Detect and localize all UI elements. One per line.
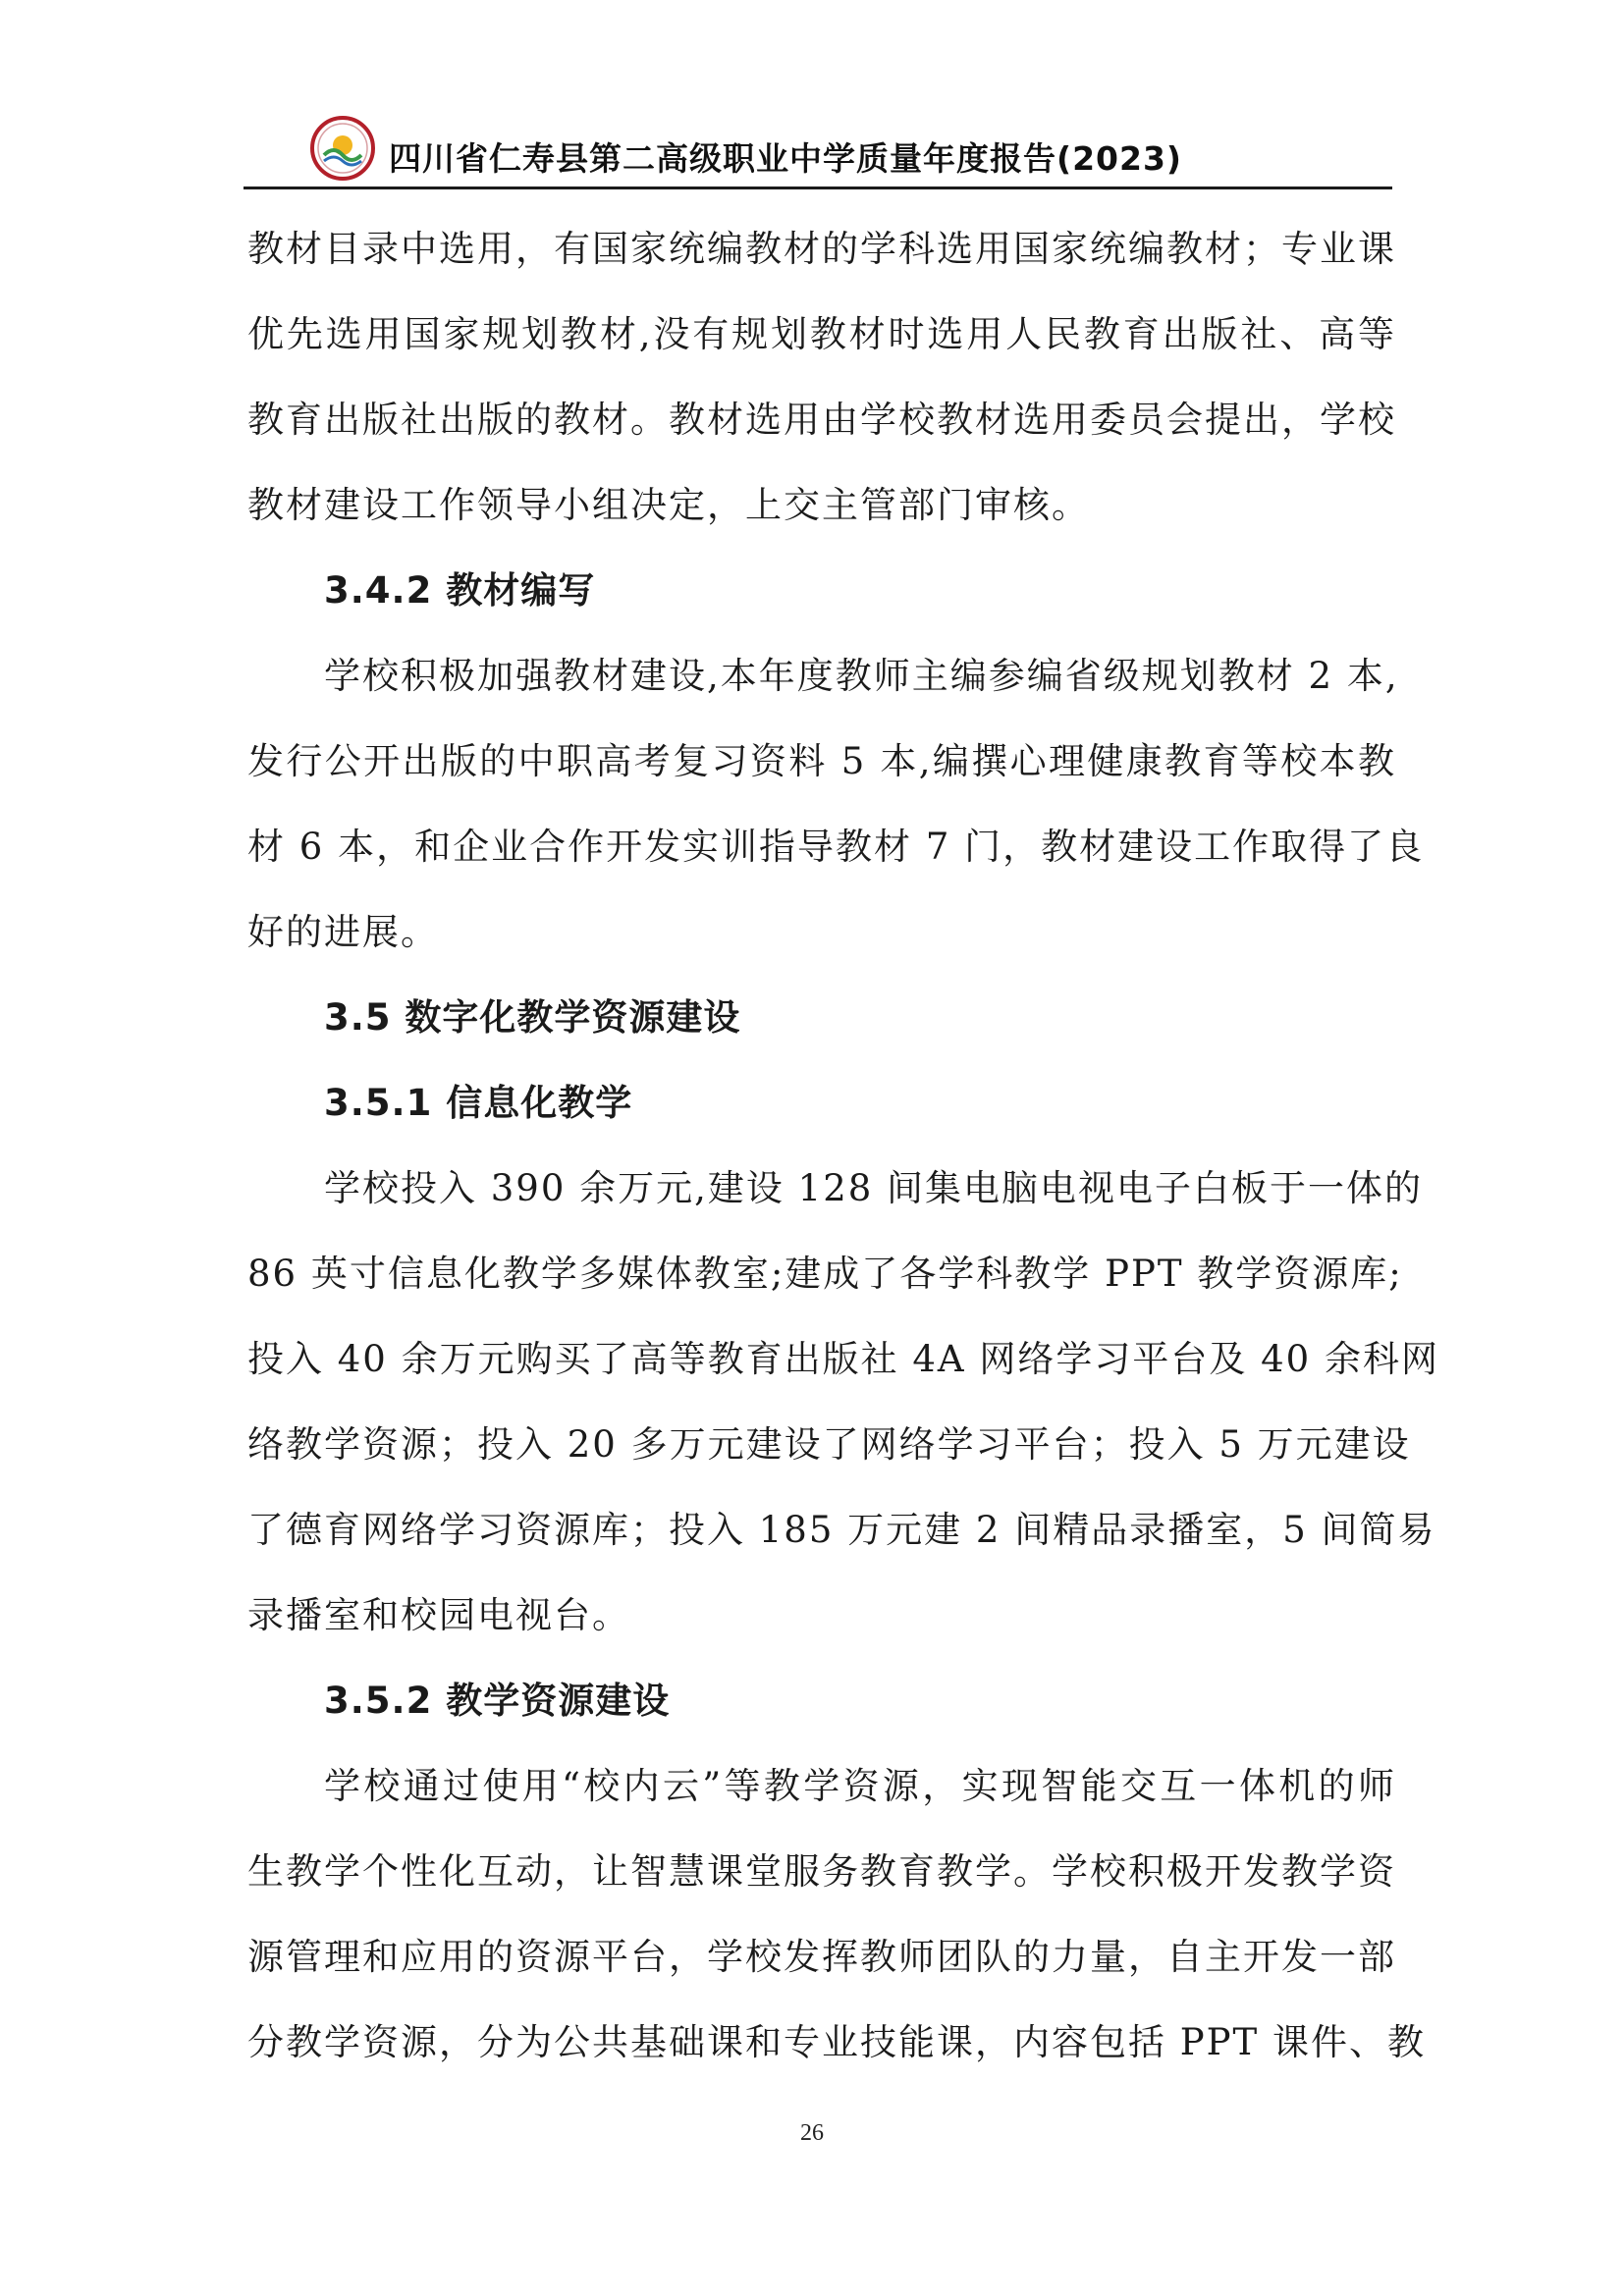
section-heading-3-4-2: 3.4.2 教材编写	[324, 569, 596, 612]
text-line: 教育出版社出版的教材。教材选用由学校教材选用委员会提出，学校	[247, 399, 1396, 441]
paragraph-teaching-resources	[247, 1743, 1426, 2085]
section-heading-3-5-2: 3.5.2 教学资源建设	[324, 1680, 671, 1722]
section-heading-3-5-1: 3.5.1 信息化教学	[324, 1082, 633, 1124]
paragraph-textbook-writing	[247, 633, 1425, 975]
text-line: 学校积极加强教材建设,本年度教师主编参编省级规划教材 2 本,	[324, 655, 1399, 697]
school-logo-icon	[310, 116, 375, 181]
text-line: 教材建设工作领导小组决定，上交主管部门审核。	[247, 484, 1090, 526]
text-line: 录播室和校园电视台。	[247, 1594, 630, 1636]
text-line: 86 英寸信息化教学多媒体教室;建成了各学科教学 PPT 教学资源库;	[247, 1253, 1403, 1295]
text-line: 教材目录中选用，有国家统编教材的学科选用国家统编教材；专业课	[247, 228, 1396, 270]
document-body	[247, 206, 1439, 2085]
text-line: 材 6 本，和企业合作开发实训指导教材 7 门，教材建设工作取得了良	[247, 826, 1425, 868]
paragraph-textbook-selection	[247, 206, 1396, 548]
text-line: 优先选用国家规划教材,没有规划教材时选用人民教育出版社、高等	[247, 313, 1396, 355]
text-line: 源管理和应用的资源平台，学校发挥教师团队的力量，自主开发一部	[247, 1936, 1396, 1978]
paragraph-information-teaching	[247, 1146, 1439, 1658]
text-line: 学校通过使用“校内云”等教学资源，实现智能交互一体机的师	[324, 1765, 1396, 1807]
text-line: 生教学个性化互动，让智慧课堂服务教育教学。学校积极开发教学资	[247, 1850, 1396, 1893]
text-line: 络教学资源；投入 20 多万元建设了网络学习平台；投入 5 万元建设	[247, 1423, 1411, 1466]
text-line: 分教学资源，分为公共基础课和专业技能课，内容包括 PPT 课件、教	[247, 2021, 1426, 2063]
page-number: 26	[800, 2120, 824, 2146]
text-line: 发行公开出版的中职高考复习资料 5 本,编撰心理健康教育等校本教	[247, 740, 1396, 782]
text-line: 好的进展。	[247, 911, 439, 953]
text-line: 学校投入 390 余万元,建设 128 间集电脑电视电子白板于一体的	[324, 1167, 1424, 1209]
text-line: 投入 40 余万元购买了高等教育出版社 4A 网络学习平台及 40 余科网	[247, 1338, 1439, 1380]
report-title: 四川省仁寿县第二高级职业中学质量年度报告(2023)	[389, 139, 1183, 178]
text-line: 了德育网络学习资源库；投入 185 万元建 2 间精品录播室，5 间简易	[247, 1509, 1436, 1551]
section-heading-3-5: 3.5 数字化教学资源建设	[324, 996, 741, 1039]
page-header	[244, 116, 1392, 189]
